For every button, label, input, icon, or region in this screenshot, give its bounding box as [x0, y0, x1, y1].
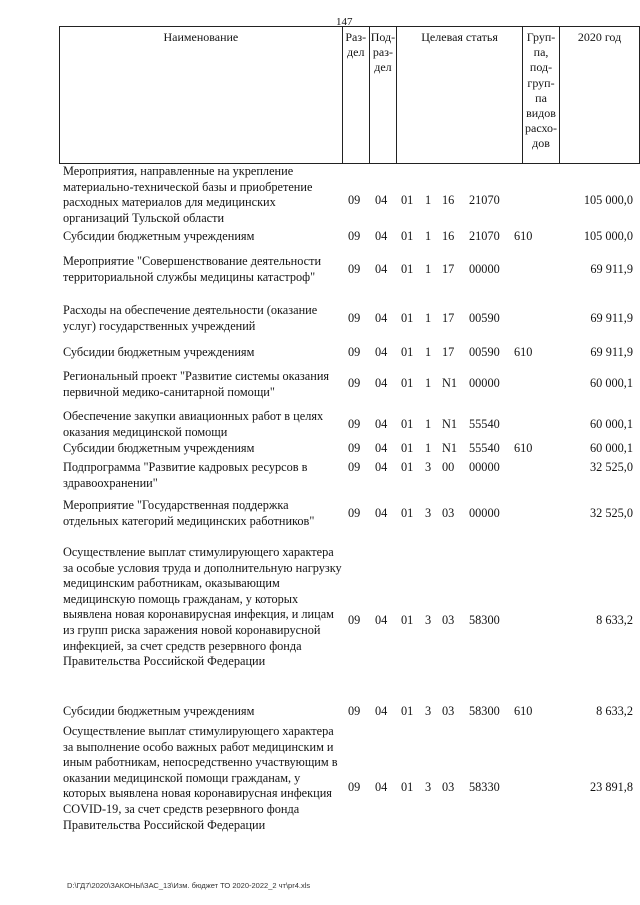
row-measure: 17	[442, 311, 455, 325]
file-path-footer: D:\ГД7\2020\ЗАКОНЫ\ЗАС_13\Изм. бюджет ТО 2020-2022_2 чт\pr4.xls	[67, 881, 311, 890]
header-razdel: Раз- дел	[342, 27, 369, 164]
row-podrazdel: 04	[375, 311, 388, 325]
row-program: 01	[401, 376, 414, 390]
row-measure: 16	[442, 229, 455, 243]
row-subprogram: 1	[425, 441, 432, 455]
row-podrazdel: 04	[375, 704, 388, 718]
row-direction: 58330	[469, 780, 500, 794]
row-podrazdel: 04	[375, 780, 388, 794]
row-podrazdel: 04	[375, 345, 388, 359]
row-name: Мероприятия, направленные на укрепление материально-технической базы и приобретение расходных материалов для медицинских организаций Тульской области	[63, 164, 313, 225]
row-amount: 60 000,1	[589, 376, 633, 390]
row-amount: 32 525,0	[589, 460, 633, 474]
row-name: Мероприятие "Государственная поддержка отдельных категорий медицинских работников"	[63, 498, 315, 528]
header-name: Наименование	[60, 27, 343, 164]
row-direction: 21070	[469, 229, 500, 243]
row-direction: 00590	[469, 345, 500, 359]
row-direction: 00000	[469, 506, 500, 520]
row-name: Расходы на обеспечение деятельности (оказание услуг) государственных учреждений	[63, 303, 318, 333]
row-measure: 17	[442, 262, 455, 276]
row-podrazdel: 04	[375, 460, 388, 474]
row-subprogram: 1	[425, 376, 432, 390]
row-name: Мероприятие "Совершенствование деятельности территориальной службы медицины катастроф"	[63, 254, 322, 284]
row-razdel: 09	[348, 345, 361, 359]
row-razdel: 09	[348, 460, 361, 474]
row-measure: 03	[442, 780, 455, 794]
row-amount: 60 000,1	[589, 441, 633, 455]
row-measure: 16	[442, 193, 455, 207]
row-subprogram: 3	[425, 613, 432, 627]
row-amount: 69 911,9	[590, 345, 633, 359]
row-measure: 00	[442, 460, 455, 474]
row-expense-type: 610	[514, 229, 533, 243]
row-podrazdel: 04	[375, 506, 388, 520]
row-program: 01	[401, 441, 414, 455]
row-razdel: 09	[348, 193, 361, 207]
header-year: 2020 год	[560, 27, 640, 164]
row-podrazdel: 04	[375, 262, 388, 276]
row-direction: 58300	[469, 613, 500, 627]
row-amount: 105 000,0	[583, 193, 633, 207]
row-name: Обеспечение закупки авиационных работ в целях оказания медицинской помощи	[63, 409, 324, 439]
row-razdel: 09	[348, 376, 361, 390]
row-program: 01	[401, 506, 414, 520]
row-razdel: 09	[348, 311, 361, 325]
row-name: Осуществление выплат стимулирующего характера за выполнение особо важных работ медицинским и иным работникам, непосредственно участвующим в оказании медицинской помощи гражданам, у которых выявлена новая коронавирусная инфекция COVID-19, за счет средств резервного фонда Правительства Российской Федерации	[63, 724, 338, 832]
row-measure: N1	[442, 441, 458, 455]
row-direction: 55540	[469, 417, 500, 431]
row-program: 01	[401, 311, 414, 325]
row-name: Субсидии бюджетным учреждениям	[63, 345, 255, 359]
row-program: 01	[401, 345, 414, 359]
row-subprogram: 3	[425, 780, 432, 794]
row-measure: 03	[442, 506, 455, 520]
row-subprogram: 3	[425, 704, 432, 718]
row-podrazdel: 04	[375, 193, 388, 207]
row-subprogram: 1	[425, 262, 432, 276]
row-subprogram: 1	[425, 345, 432, 359]
row-amount: 69 911,9	[590, 311, 633, 325]
row-expense-type: 610	[514, 345, 533, 359]
row-direction: 58300	[469, 704, 500, 718]
row-program: 01	[401, 229, 414, 243]
header-target-article: Целевая статья	[397, 27, 523, 164]
row-measure: N1	[442, 376, 458, 390]
row-program: 01	[401, 780, 414, 794]
row-name: Субсидии бюджетным учреждениям	[63, 229, 255, 243]
row-expense-type: 610	[514, 441, 533, 455]
row-razdel: 09	[348, 229, 361, 243]
row-subprogram: 1	[425, 417, 432, 431]
header-podrazdel: Под- раз- дел	[369, 27, 396, 164]
row-subprogram: 3	[425, 460, 432, 474]
row-measure: 03	[442, 704, 455, 718]
row-subprogram: 1	[425, 193, 432, 207]
page-number: 147	[336, 16, 353, 28]
row-measure: 03	[442, 613, 455, 627]
row-direction: 55540	[469, 441, 500, 455]
row-program: 01	[401, 460, 414, 474]
row-name: Региональный проект "Развитие системы оказания первичной медико-санитарной помощи"	[63, 369, 330, 399]
row-measure: N1	[442, 417, 458, 431]
header-expense-type: Груп- па, под- груп- па видов расхо- дов	[523, 27, 560, 164]
row-amount: 32 525,0	[589, 506, 633, 520]
row-program: 01	[401, 262, 414, 276]
row-razdel: 09	[348, 417, 361, 431]
row-direction: 00000	[469, 262, 500, 276]
row-amount: 8 633,2	[596, 704, 633, 718]
row-razdel: 09	[348, 780, 361, 794]
row-podrazdel: 04	[375, 417, 388, 431]
row-program: 01	[401, 417, 414, 431]
row-program: 01	[401, 613, 414, 627]
row-amount: 23 891,8	[589, 780, 633, 794]
row-razdel: 09	[348, 441, 361, 455]
row-program: 01	[401, 193, 414, 207]
row-razdel: 09	[348, 506, 361, 520]
row-razdel: 09	[348, 613, 361, 627]
row-expense-type: 610	[514, 704, 533, 718]
row-amount: 8 633,2	[596, 613, 633, 627]
row-subprogram: 3	[425, 506, 432, 520]
row-name: Субсидии бюджетным учреждениям	[63, 704, 255, 718]
row-measure: 17	[442, 345, 455, 359]
row-program: 01	[401, 704, 414, 718]
row-subprogram: 1	[425, 229, 432, 243]
row-amount: 105 000,0	[583, 229, 633, 243]
row-direction: 21070	[469, 193, 500, 207]
row-razdel: 09	[348, 262, 361, 276]
row-podrazdel: 04	[375, 376, 388, 390]
row-subprogram: 1	[425, 311, 432, 325]
row-name: Субсидии бюджетным учреждениям	[63, 441, 255, 455]
row-direction: 00590	[469, 311, 500, 325]
row-name: Осуществление выплат стимулирующего характера за особые условия труда и дополнительную нагрузку медицинским работникам, оказывающим медицинскую помощь гражданам, у которых выявлена новая коронавирусная инфекция, и лицам из групп риска заражения новой коронавирусной инфекцией, за счет средств резервного фонда Правительства Российской Федерации	[63, 545, 342, 669]
row-podrazdel: 04	[375, 229, 388, 243]
row-direction: 00000	[469, 460, 500, 474]
row-amount: 69 911,9	[590, 262, 633, 276]
row-amount: 60 000,1	[589, 417, 633, 431]
row-podrazdel: 04	[375, 441, 388, 455]
row-razdel: 09	[348, 704, 361, 718]
row-direction: 00000	[469, 376, 500, 390]
row-podrazdel: 04	[375, 613, 388, 627]
row-name: Подпрограмма "Развитие кадровых ресурсов в здравоохранении"	[63, 460, 308, 490]
